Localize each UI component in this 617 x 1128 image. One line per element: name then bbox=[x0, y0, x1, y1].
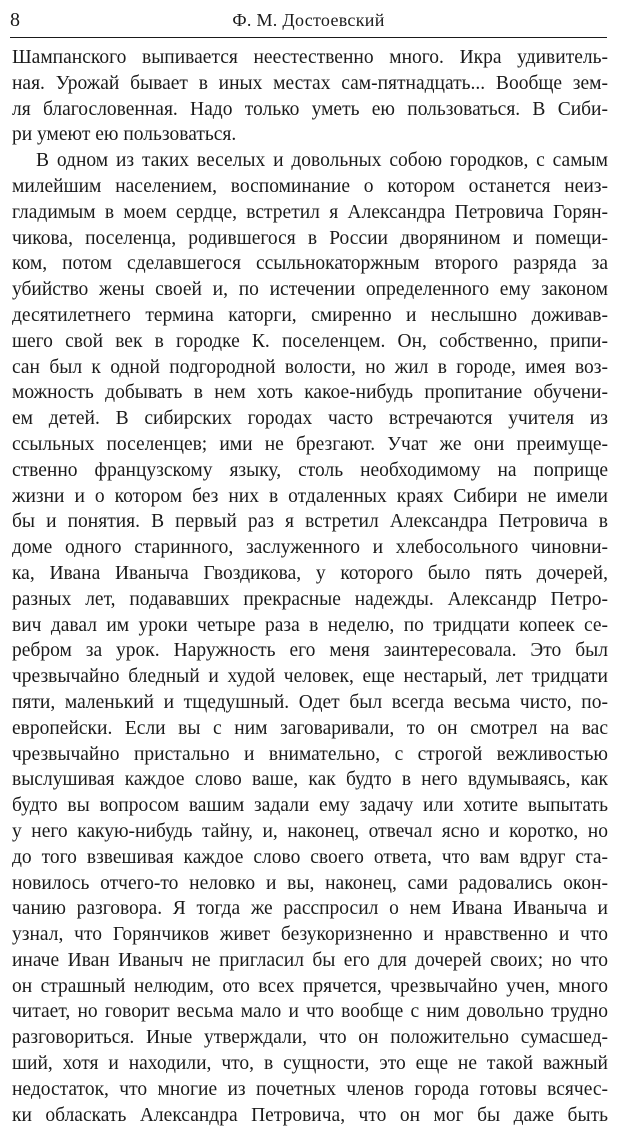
text-line: иначе Иван Иваныч не пригласил бы его для дочерей своих; но что bbox=[12, 949, 608, 971]
text-line: новилось отчего-то неловко и вы, наконец, сами радовались окон- bbox=[12, 872, 608, 894]
text-line: вич давал им уроки четыре раза в неделю, по тридцати копеек се- bbox=[12, 614, 608, 636]
text-line: будто вы вопросом вашим задали ему задачу или хотите выпытать bbox=[12, 795, 608, 817]
running-head bbox=[10, 7, 607, 38]
text-line: до того взвешивая каждое слово своего ответа, что вам вдруг ста- bbox=[12, 846, 608, 868]
text-line: шего свой век в городке К. поселенцем. Он, собственно, припи- bbox=[12, 330, 608, 352]
text-line: выслушивая каждое слово ваше, как будто в него вдумываясь, как bbox=[12, 769, 608, 791]
text-line: ственно французскому языку, столь необходимому на поприще bbox=[12, 459, 608, 481]
text-line: жизни и о котором без них в отдаленных краях Сибири не имели bbox=[12, 485, 608, 507]
text-line: доме одного старинного, заслуженного и хлебосольного чиновни- bbox=[12, 537, 608, 559]
text-line: ка, Ивана Иваныча Гвоздикова, у которого было пять дочерей, bbox=[12, 562, 608, 584]
text-line: чикова, поселенца, родившегося в России дворянином и помещи- bbox=[12, 227, 608, 249]
text-line: ем детей. В сибирских городах часто встречаются учителя из bbox=[12, 408, 608, 430]
text-line: В одном из таких веселых и довольных собою городков, с самым bbox=[36, 150, 608, 172]
page-number: 8 bbox=[10, 9, 20, 31]
text-line: Шампанского выпивается неестественно много. Икра удивитель- bbox=[12, 47, 608, 68]
text-line: у него какую-нибудь тайну, и, наконец, отвечал ясно и коротко, но bbox=[12, 820, 608, 842]
running-title: Ф. М. Достоевский bbox=[232, 10, 385, 30]
text-line: он страшный нелюдим, ото всех прячется, чрезвычайно учен, много bbox=[12, 975, 608, 997]
text-line: разных лет, подававших прекрасные надежды. Александр Петро- bbox=[12, 588, 608, 610]
text-line: гладимым в моем сердце, встретил я Александра Петровича Горян- bbox=[12, 201, 608, 223]
text-line: ная. Урожай бывает в иных местах сам-пятнадцать... Вообще зем- bbox=[12, 72, 608, 94]
text-line: десятилетнего термина каторги, смиренно и неслышно доживав- bbox=[12, 304, 608, 326]
text-line: недостаток, что многие из почетных членов города готовы всячес- bbox=[12, 1078, 608, 1100]
body-text bbox=[12, 45, 608, 1128]
text-line: ком, потом сделавшегося ссыльнокаторжным второго разряда за bbox=[12, 253, 608, 275]
text-line: ри умеют ею пользоваться. bbox=[12, 124, 237, 146]
text-line: ребром за урок. Наружность его меня заинтересовала. Это был bbox=[12, 640, 608, 662]
text-line: чрезвычайно бледный и худой человек, еще нестарый, лет тридцати bbox=[12, 666, 608, 688]
text-line: сан был к одной подгородной волости, но жил в городе, имея воз- bbox=[12, 356, 608, 378]
text-line: разговориться. Иные утверждали, что он положительно сумасшед- bbox=[12, 1027, 608, 1049]
text-line: читает, но говорит весьма мало и что вообще с ним довольно трудно bbox=[12, 1001, 608, 1023]
text-line: пяти, маленький и тщедушный. Одет был всегда весьма чисто, по- bbox=[12, 691, 608, 713]
text-line: чрезвычайно пристально и внимательно, с строгой вежливостью bbox=[12, 743, 608, 765]
text-line: можность добывать в нем хоть какое-нибудь пропитание обучени- bbox=[12, 382, 608, 404]
text-line: ки обласкать Александра Петровича, что он мог бы даже быть bbox=[12, 1104, 608, 1126]
text-line: ссыльных поселенцев; ими не брезгают. Учат же они преимуще- bbox=[12, 433, 608, 455]
text-line: европейски. Если вы с ним заговаривали, то он смотрел на вас bbox=[12, 717, 608, 739]
text-line: узнал, что Горянчиков живет безукоризненно и нравственно и что bbox=[12, 924, 608, 946]
text-line: ля благословенная. Надо только уметь ею пользоваться. В Сиби- bbox=[12, 98, 608, 120]
text-line: милейшим населением, воспоминание о котором останется неиз- bbox=[12, 175, 608, 197]
text-line: ший, хотя и находили, что, в сущности, это еще не такой важный bbox=[12, 1053, 608, 1075]
text-line: убийство жены своей и, по истечении определенного ему законом bbox=[12, 279, 608, 301]
text-line: чанию разговора. Я тогда же расспросил о нем Ивана Иваныча и bbox=[12, 898, 608, 920]
text-line: бы и понятия. В первый раз я встретил Александра Петровича в bbox=[12, 511, 608, 533]
